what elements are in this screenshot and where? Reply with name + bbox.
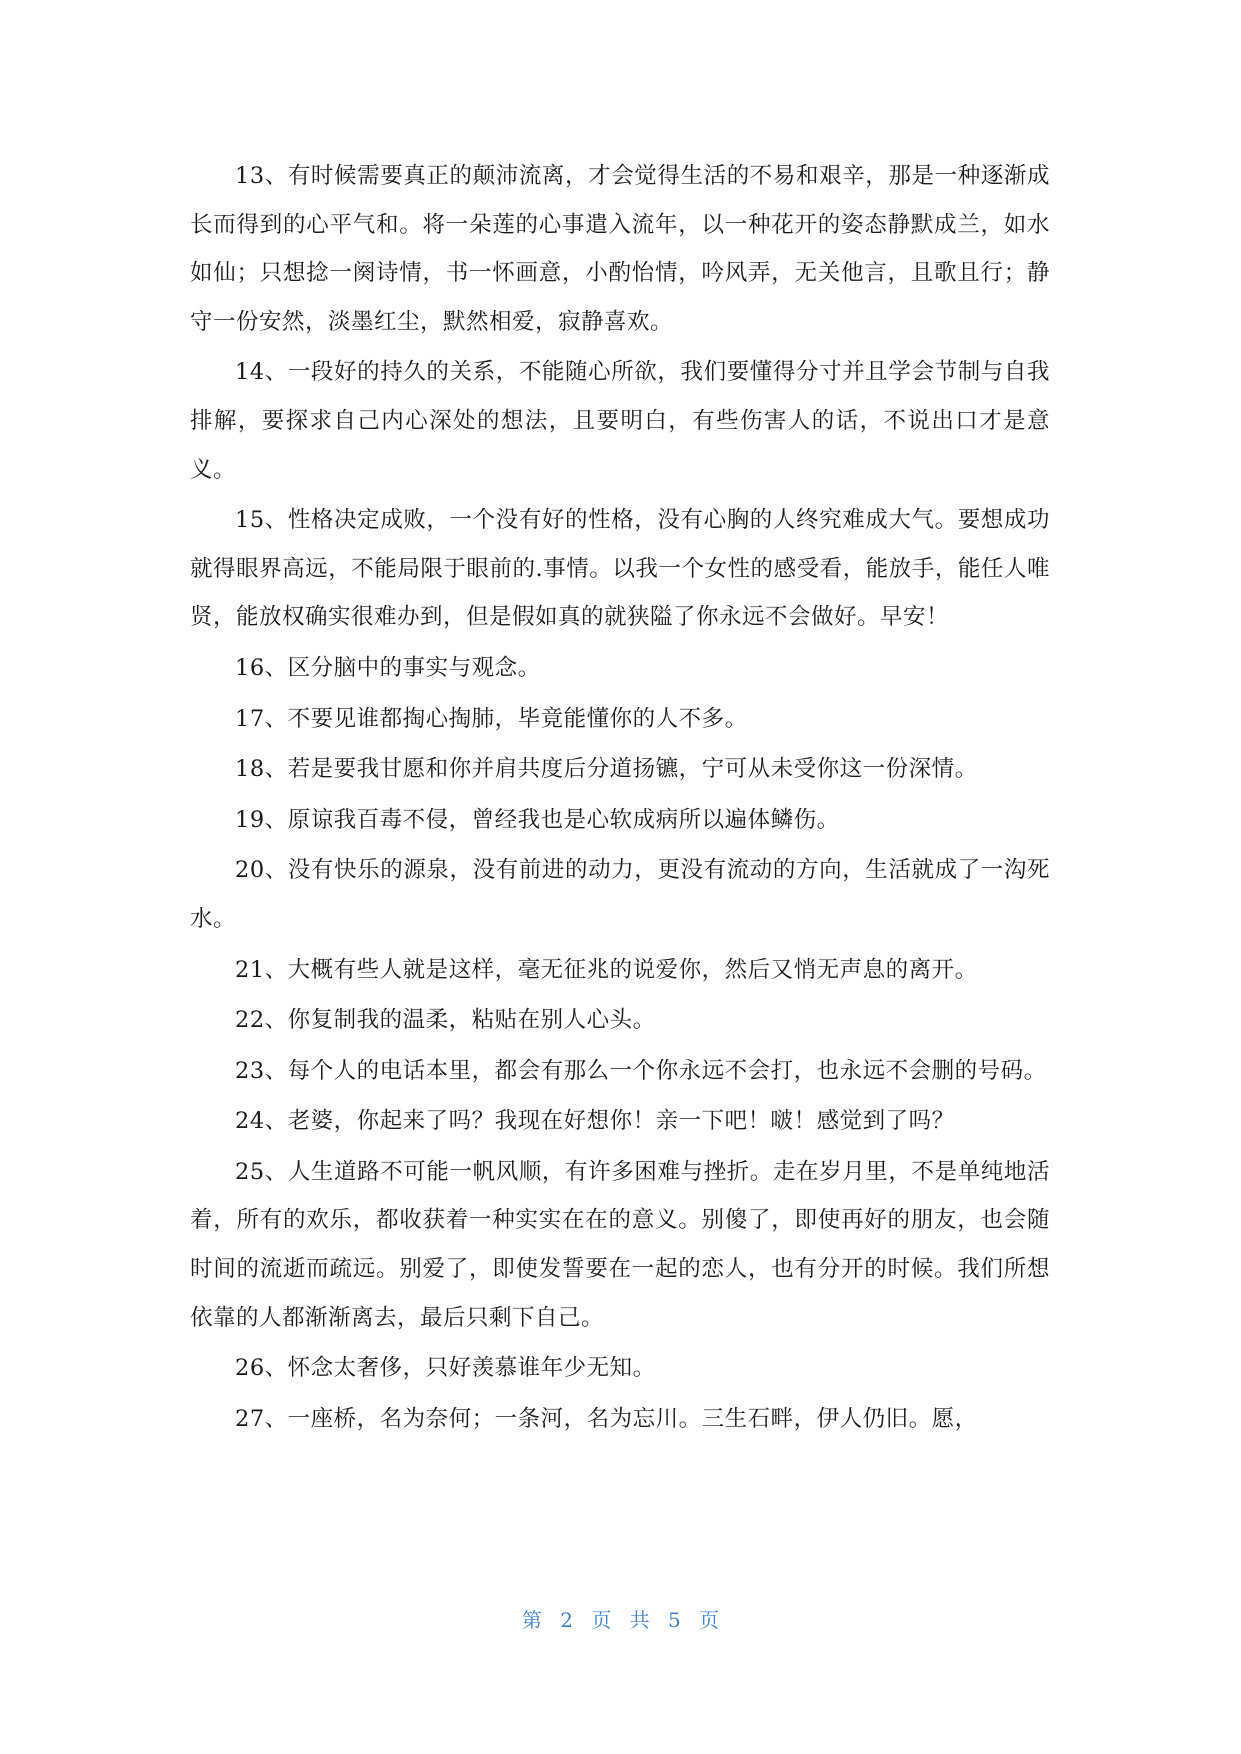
paragraph-19: 19、原谅我百毒不侵，曾经我也是心软成病所以遍体鳞伤。 [235,806,840,833]
body-text [190,152,1050,1445]
paragraph-13: 13、有时候需要真正的颠沛流离，才会觉得生活的不易和艰辛，那是一种逐渐成长而得到的心平气和。将一朵莲的心事遣入流年，以一种花开的姿态静默成兰，如水如仙；只想捻一阕诗情，书一怀画意，小酌怡情，吟风弄，无关他言，且歌且行；静守一份安然，淡墨红尘，默然相爱，寂静喜欢。 [190,163,1050,335]
paragraph-18: 18、若是要我甘愿和你并肩共度后分道扬镳，宁可从未受你这一份深情。 [235,756,978,783]
paragraph-17: 17、不要见谁都掏心掏肺，毕竟能懂你的人不多。 [235,705,748,732]
paragraph-26: 26、怀念太奢侈，只好羡慕谁年少无知。 [235,1355,656,1382]
paragraph-27: 27、一座桥，名为奈何；一条河，名为忘川。三生石畔，伊人仍旧。愿， [235,1405,978,1432]
paragraph-22: 22、你复制我的温柔，粘贴在别人心头。 [235,1007,656,1034]
paragraph-16: 16、区分脑中的事实与观念。 [235,654,541,681]
page-number-footer: 第 2 页 共 5 页 [521,1608,720,1632]
paragraph-24: 24、老婆，你起来了吗？我现在好想你！亲一下吧！啵！感觉到了吗？ [235,1108,955,1135]
paragraph-14: 14、一段好的持久的关系，不能随心所欲，我们要懂得分寸并且学会节制与自我排解，要探求自己内心深处的想法，且要明白，有些伤害人的话，不说出口才是意义。 [190,359,1050,483]
paragraph-23: 23、每个人的电话本里，都会有那么一个你永远不会打，也永远不会删的号码。 [235,1057,1047,1084]
paragraph-25: 25、人生道路不可能一帆风顺，有许多困难与挫折。走在岁月里，不是单纯地活着，所有的欢乐，都收获着一种实实在在的意义。别傻了，即使再好的朋友，也会随时间的流逝而疏远。别爱了，即使发誓要在一起的恋人，也有分开的时候。我们所想依靠的人都渐渐离去，最后只剩下自己。 [190,1158,1050,1331]
paragraph-20: 20、没有快乐的源泉，没有前进的动力，更没有流动的方向，生活就成了一沟死水。 [190,857,1050,932]
paragraph-15: 15、性格决定成败，一个没有好的性格，没有心胸的人终究难成大气。要想成功就得眼界高远，不能局限于眼前的.事情。以我一个女性的感受看，能放手，能任人唯贤，能放权确实很难办到，但是假如真的就狭隘了你永远不会做好。早安！ [190,507,1050,631]
paragraph-21: 21、大概有些人就是这样，毫无征兆的说爱你，然后又悄无声息的离开。 [235,956,978,983]
